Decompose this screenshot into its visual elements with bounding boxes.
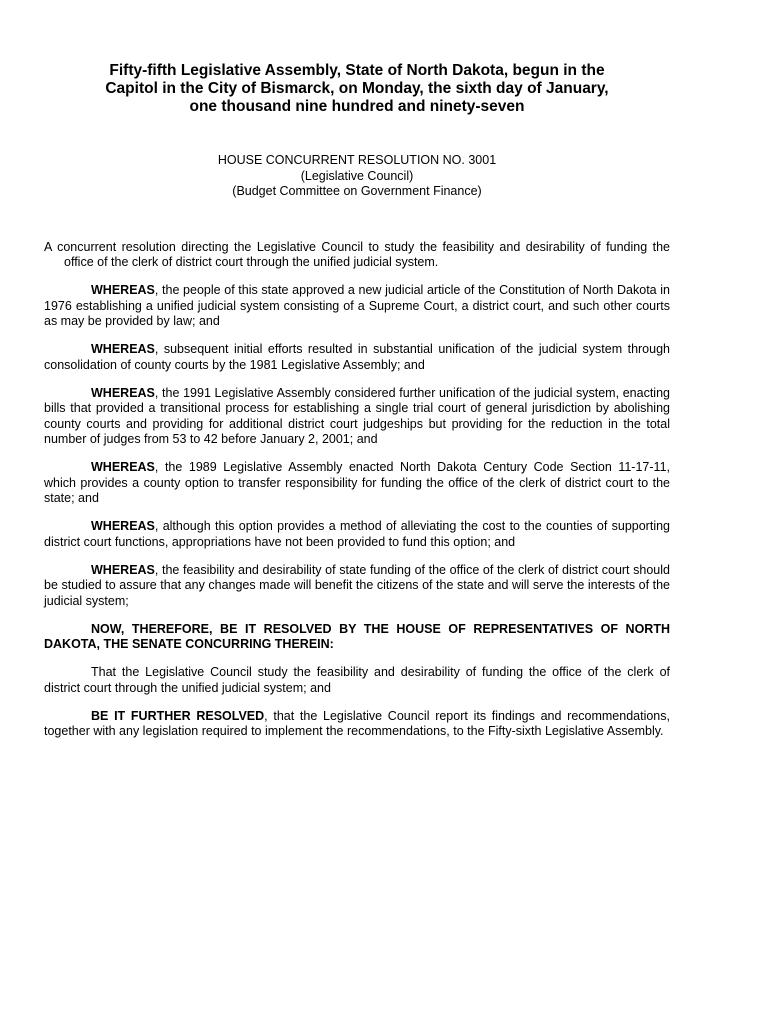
resolved-paragraph: That the Legislative Council study the feasibility and desirability of funding the office of the clerk of district court through the unified judicial system; and xyxy=(44,665,670,695)
whereas-lead: WHEREAS xyxy=(91,460,155,474)
document-title xyxy=(44,62,670,116)
further-resolved-text: , that the Legislative Council report its findings and recommendations, together with any legislation required to implement the recommendations, to the Fifty-sixth Legislative Assembly. xyxy=(44,708,670,738)
resolution-committee: (Budget Committee on Government Finance) xyxy=(232,184,482,198)
whereas-paragraph xyxy=(44,342,670,373)
whereas-paragraph xyxy=(44,519,670,550)
resolved-heading: NOW, THEREFORE, BE IT RESOLVED BY THE HOUSE OF REPRESENTATIVES OF NORTH DAKOTA, THE SENATE CONCURRING THEREIN: xyxy=(44,621,670,651)
further-resolved-paragraph xyxy=(44,709,670,740)
title-line: Capitol in the City of Bismarck, on Monday, the sixth day of January, xyxy=(105,80,609,97)
whereas-lead: WHEREAS xyxy=(91,283,155,297)
whereas-text: , the people of this state approved a new judicial article of the Constitution of North Dakota in 1976 establishing a unified judicial system consisting of a Supreme Court, a district court, and such other courts as may be provided by law; and xyxy=(44,283,670,328)
whereas-paragraph xyxy=(44,460,670,507)
whereas-lead: WHEREAS xyxy=(91,342,155,356)
whereas-text: , although this option provides a method of alleviating the cost to the counties of supporting district court functions, appropriations have not been provided to fund this option; and xyxy=(44,519,670,549)
resolution-intro: A concurrent resolution directing the Legislative Council to study the feasibility and desirability of funding the office of the clerk of district court through the unified judicial system. xyxy=(44,239,670,269)
whereas-lead: WHEREAS xyxy=(91,519,155,533)
whereas-text: , subsequent initial efforts resulted in substantial unification of the judicial system through consolidation of county courts by the 1981 Legislative Assembly; and xyxy=(44,342,670,372)
whereas-text: , the 1991 Legislative Assembly considered further unification of the judicial system, enacting bills that provided a transitional process for establishing a single trial court of general jurisdiction by abolishing county courts and providing for additional district court judgeships but providing for the reduction in the total number of judges from 53 to 42 before January 2, 2001; and xyxy=(44,385,670,446)
document-page xyxy=(44,62,670,752)
whereas-text: , the feasibility and desirability of state funding of the office of the clerk of district court should be studied to assure that any changes made will benefit the citizens of the state and will serve the interests of the judicial system; xyxy=(44,562,670,608)
resolution-number: HOUSE CONCURRENT RESOLUTION NO. 3001 xyxy=(217,153,497,167)
whereas-lead: WHEREAS xyxy=(91,562,155,577)
further-resolved-lead: BE IT FURTHER RESOLVED xyxy=(91,708,265,723)
whereas-paragraph xyxy=(44,386,670,448)
whereas-paragraph xyxy=(44,283,670,330)
whereas-lead: WHEREAS xyxy=(91,385,155,400)
whereas-text: , the 1989 Legislative Assembly enacted North Dakota Century Code Section 11-17-11, which provides a county option to transfer responsibility for funding the office of the clerk of district court to the state; and xyxy=(44,460,670,505)
title-line: Fifty-fifth Legislative Assembly, State of North Dakota, begun in the xyxy=(109,62,605,79)
resolution-header xyxy=(44,153,670,200)
whereas-paragraph xyxy=(44,563,670,610)
title-line: one thousand nine hundred and ninety-seven xyxy=(189,98,525,115)
resolution-sponsor: (Legislative Council) xyxy=(300,168,414,183)
